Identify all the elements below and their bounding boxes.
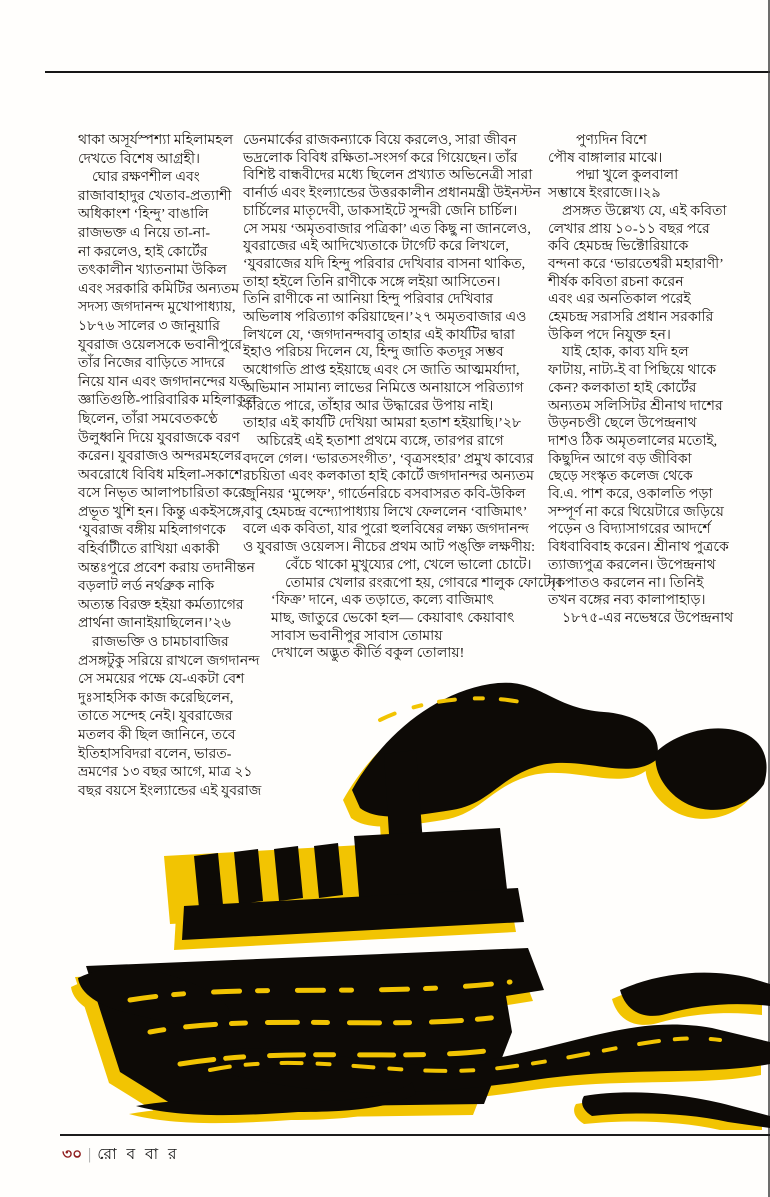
text-line: বার্নার্ড এবং ইংল্যান্ডের উত্তরকালীন প্রধানমন্ত্রী উইনস্টন	[243, 186, 541, 202]
text-line: বি.এ. পাশ করে, ওকালতি পড়া	[548, 487, 713, 503]
text-line: লিখলে যে, ‘জগদানন্দবাবু তাহার এই কার্যটির দ্বারা	[243, 327, 515, 343]
text-line: ডেনমার্কের রাজকন্যাকে বিয়ে করলেও, সারা জীবন	[243, 133, 517, 148]
text-line: রাজভক্তি ও চামচাবাজির	[78, 635, 229, 651]
text-line: তাহার এই কার্যটি দেখিয়া আমরা হতাশ হইয়াছি।’২৮	[243, 416, 522, 432]
text-line: রাজভক্ত এ নিয়ে তা-না-	[78, 225, 211, 241]
text-line: তিনি রাণীকে না আনিয়া হিন্দু পরিবার দেখিবার	[243, 292, 494, 308]
text-line: ইতিহাসবিদরা বলেন, ভারত-	[78, 746, 232, 762]
text-line: সদস্য জগদানন্দ মুখোপাধ্যায়,	[78, 300, 236, 316]
deck-post-shape	[234, 849, 263, 904]
text-line: মাছ, জাতুরে ভেকো হল— কেয়াবাৎ কেয়াবাৎ	[243, 610, 515, 626]
text-line: লেখার প্রায় ১০-১১ বছর পরে	[548, 221, 710, 237]
text-line: দেখতে বিশেষ আগ্রহী।	[78, 151, 200, 167]
text-line: ‘ফিক্র’ দানে, এক তড়াতে, কল্যে বাজিমাৎ	[243, 593, 494, 609]
text-line: অচিরেই এই হতাশা প্রথমে ব্যঙ্গে, তারপর রাগে	[243, 433, 504, 449]
text-line: দৃকপাতও করলেন না। তিনিই	[548, 575, 704, 591]
text-line: বিশিষ্ট বান্ধবীদের মধ্যে ছিলেন প্রখ্যাত অভিনেত্রী সারা	[243, 168, 533, 184]
text-line: করেন। যুবরাজও অন্দরমহলের	[78, 449, 242, 465]
text-line: অভিলাষ পরিত্যাগ করিয়াছেন।’২৭ অমৃতবাজার এও	[243, 310, 527, 326]
deck-post-shape	[194, 853, 223, 908]
text-line: তখন বঙ্গের নব্য কালাপাহাড়।	[548, 593, 706, 609]
text-line: ইহাও পরিচয় দিলেন যে, হিন্দু জাতি কতদূর সম্ভব	[243, 345, 504, 361]
text-line: ১৮৭৬ সালের ৩ জানুয়ারি	[78, 318, 220, 334]
text-line: দাশও ঠিক অমৃতলালের মতোই,	[548, 433, 718, 449]
text-line: ফাটায়, নাট্য-ই বা পিছিয়ে থাকে	[548, 363, 717, 379]
text-line: সাবাস ভবানীপুর সাবাস তোমায়	[243, 628, 443, 644]
text-line: কিছুদিন আগে বড় জীবিকা	[548, 451, 692, 467]
text-line: সে সময় ‘অমৃতবাজার পত্রিকা’ এত কিছু না জানলেও,	[243, 221, 531, 237]
text-line: তাঁর নিজের বাড়িতে সাদরে	[78, 356, 225, 372]
text-line: রচয়িতা এবং কলকাতা হাই কোর্টে জগদানন্দর অন্যতম	[243, 469, 534, 485]
text-line: এবং সরকারি কমিটির অন্যতম	[78, 281, 240, 297]
text-line: বেঁচে থাকো মুখুয্যের পো, খেলে ভালো চোটে।	[243, 557, 532, 573]
text-line: সে সময়ের পক্ষে যে-একটা বেশ	[78, 672, 245, 688]
steamship-collage-illustration	[60, 660, 770, 1130]
text-line: যাই হোক, কাব্য যদি হল	[548, 345, 689, 361]
text-line: বাবু হেমচন্দ্র বন্দ্যোপাধ্যায় লিখে ফেললেন ‘বাজিমাৎ’	[243, 504, 528, 520]
text-line: জুনিয়র ‘মুন্সেফ’, গার্ডেনরিচে বসবাসরত কবি-উকিল	[243, 487, 526, 503]
text-line: পৌষ বাঙ্গালার মাঝে।	[548, 150, 663, 166]
text-line: তৎকালীন খ্যাতনামা উকিল	[78, 263, 227, 279]
text-line: পদ্মা খুলে কুলবালা	[548, 168, 679, 184]
text-line: তাহা হইলে তিনি রাণীকে সঙ্গে লইয়া আসিতেন।	[243, 274, 501, 290]
deck-post-shape	[314, 843, 343, 898]
text-line: অধিকাংশ ‘হিন্দু’ বাঙালি	[78, 207, 209, 223]
text-line: নিয়ে যান এবং জগদানন্দের যত	[78, 374, 248, 390]
text-line: রাজাবাহাদুর খেতাব-প্রত্যাশী	[78, 188, 232, 204]
text-line: তোমার খেলার রংরূপো হয়, গোবরে শালুক ফোটে।।	[243, 575, 561, 591]
text-line: ‘যুবরাজের যদি হিন্দু পরিবার দেখিবার বাসনা থাকিত,	[243, 256, 526, 272]
footer-separator: |	[88, 1146, 92, 1163]
text-line: অধোগতি প্রাপ্ত হইয়াছে এবং সে জাতি আত্মমর্যাদা,	[243, 363, 520, 379]
text-line: বলে এক কবিতা, যার পুরো হুলবিষের লক্ষ্য জগদানন্দ	[243, 522, 529, 538]
text-line: কেন? কলকাতা হাই কোর্টের	[548, 380, 697, 396]
text-line: ছিলেন, তাঁরা সমবেতকণ্ঠে	[78, 411, 218, 427]
magazine-name: রো ব বা র	[97, 1146, 180, 1163]
text-line: অত্যন্ত বিরক্ত হইয়া কর্মত্যাগের	[78, 597, 244, 613]
deck-post-shape	[274, 846, 303, 901]
text-line: জ্ঞাতিগুষ্ঠি-পারিবারিক মহিলাকুল	[78, 393, 257, 409]
text-line: ভদ্রলোক বিবিধ রক্ষিতা-সংসর্গ করে গিয়েছেন। তাঁর	[243, 150, 518, 166]
text-line: না করলেও, হাই কোর্টের	[78, 244, 208, 260]
text-line: পুণ্যদিন বিশে	[548, 133, 647, 148]
footer-rule	[60, 1134, 770, 1136]
text-line: ও যুবরাজ ওয়েলস। নীচের প্রথম আট পঙ্‌ক্তি লক্ষণীয়:	[243, 540, 536, 556]
text-line: প্রসঙ্গত উল্লেখ্য যে, এই কবিতা	[548, 203, 727, 219]
text-line: উড়নচণ্ডী ছেলে উপেন্দ্রনাথ	[548, 416, 697, 432]
text-line: থাকা অসূর্যস্পশ্যা মহিলামহল	[78, 133, 234, 148]
text-line: ছেড়ে সংস্কৃত কলেজ থেকে	[548, 469, 693, 485]
text-line: অন্তঃপুরে প্রবেশ করায় তদানীন্তন	[78, 560, 255, 576]
text-line: ত্যাজ্যপুত্র করলেন। উপেন্দ্রনাথ	[548, 557, 716, 573]
text-line: প্রার্থনা জানাইয়াছিলেন।’২৬	[78, 616, 231, 632]
text-line: দেখালে অদ্ভুত কীর্তি বকুল তোলায়!	[243, 646, 465, 662]
text-line: প্রসঙ্গটুকু সরিয়ে রাখলে জগদানন্দ	[78, 653, 260, 669]
text-line: প্রভূত খুশি হন। কিন্তু একইসঙ্গে,	[78, 504, 245, 520]
text-column-middle	[243, 132, 561, 663]
text-line: উকিল পদে নিযুক্ত হন।	[548, 327, 671, 343]
text-line: অন্যতম সলিসিটর শ্রীনাথ দাশের	[548, 398, 723, 414]
text-line: হেমচন্দ্র সরাসরি প্রধান সরকারি	[548, 310, 714, 326]
footer	[62, 1142, 179, 1168]
text-column-right	[548, 132, 734, 628]
text-line: সম্ভাষে ইংরাজে।।২৯	[548, 186, 661, 202]
text-line: সম্পূর্ণ না করে থিয়েটারে জড়িয়ে	[548, 504, 724, 520]
text-line: বহির্বাটীতে রাখিয়া একাকী	[78, 542, 220, 558]
text-line: বছর বয়সে ইংল্যান্ডের এই যুবরাজ	[78, 783, 262, 799]
text-line: পড়েন ও বিদ্যাসাগরের আদর্শে	[548, 522, 711, 538]
text-line: অবরোধে বিবিধ মহিলা-সকাশে	[78, 467, 243, 483]
text-line: ভ্রমণের ১৩ বছর আগে, মাত্র ২১	[78, 765, 253, 781]
text-line: করিতে পারে, তাঁহার আর উদ্ধারের উপায় নাই।	[243, 398, 494, 414]
page-number: ৩০	[62, 1146, 83, 1163]
text-line: বসে নিভৃত আলাপচারিতা করে	[78, 486, 246, 502]
text-line: উলুধ্বনি দিয়ে যুবরাজকে বরণ	[78, 430, 240, 446]
text-line: যুবরাজ ওয়েলসকে ভবানীপুরে	[78, 337, 242, 353]
text-line: বদলে গেল। ‘ভারতসংগীত’, ‘বৃত্রসংহার’ প্রমুখ কাব্যের	[243, 451, 534, 467]
text-line: এবং এর অনতিকাল পরেই	[548, 292, 691, 308]
text-line: দুঃসাহসিক কাজ করেছিলেন,	[78, 690, 234, 706]
text-line: ১৮৭৫-এর নভেম্বরে উপেন্দ্রনাথ	[548, 610, 734, 626]
top-rule	[45, 71, 770, 73]
text-line: শীর্ষক কবিতা রচনা করেন	[548, 274, 684, 290]
text-line: চার্চিলের মাতৃদেবী, ডাকসাইটে সুন্দরী জেনি চার্চিল।	[243, 203, 518, 219]
text-line: কবি হেমচন্দ্র ভিক্টোরিয়াকে	[548, 239, 689, 255]
text-line: যুবরাজের এই আদিখ্যেতাকে টার্গেট করে লিখলে,	[243, 239, 509, 255]
text-line: তাতে সন্দেহ নেই। যুবরাজের	[78, 709, 233, 725]
text-line: মতলব কী ছিল জানিনে, তবে	[78, 728, 236, 743]
text-line: অভিমান সামান্য লাভের নিমিত্তে অনায়াসে পরিত্যাগ	[243, 380, 524, 396]
text-line: বন্দনা করে ‘ভারতেশ্বরী মহারাণী’	[548, 256, 724, 272]
text-line: ‘যুবরাজ বঙ্গীয় মহিলাগণকে	[78, 523, 226, 539]
text-line: বিধবাবিবাহ করেন। শ্রীনাথ পুত্রকে	[548, 540, 729, 556]
text-line: বড়লাট লর্ড নর্থব্রুক নাকি	[78, 579, 215, 595]
text-line: ঘোর রক্ষণশীল এবং	[78, 170, 200, 186]
